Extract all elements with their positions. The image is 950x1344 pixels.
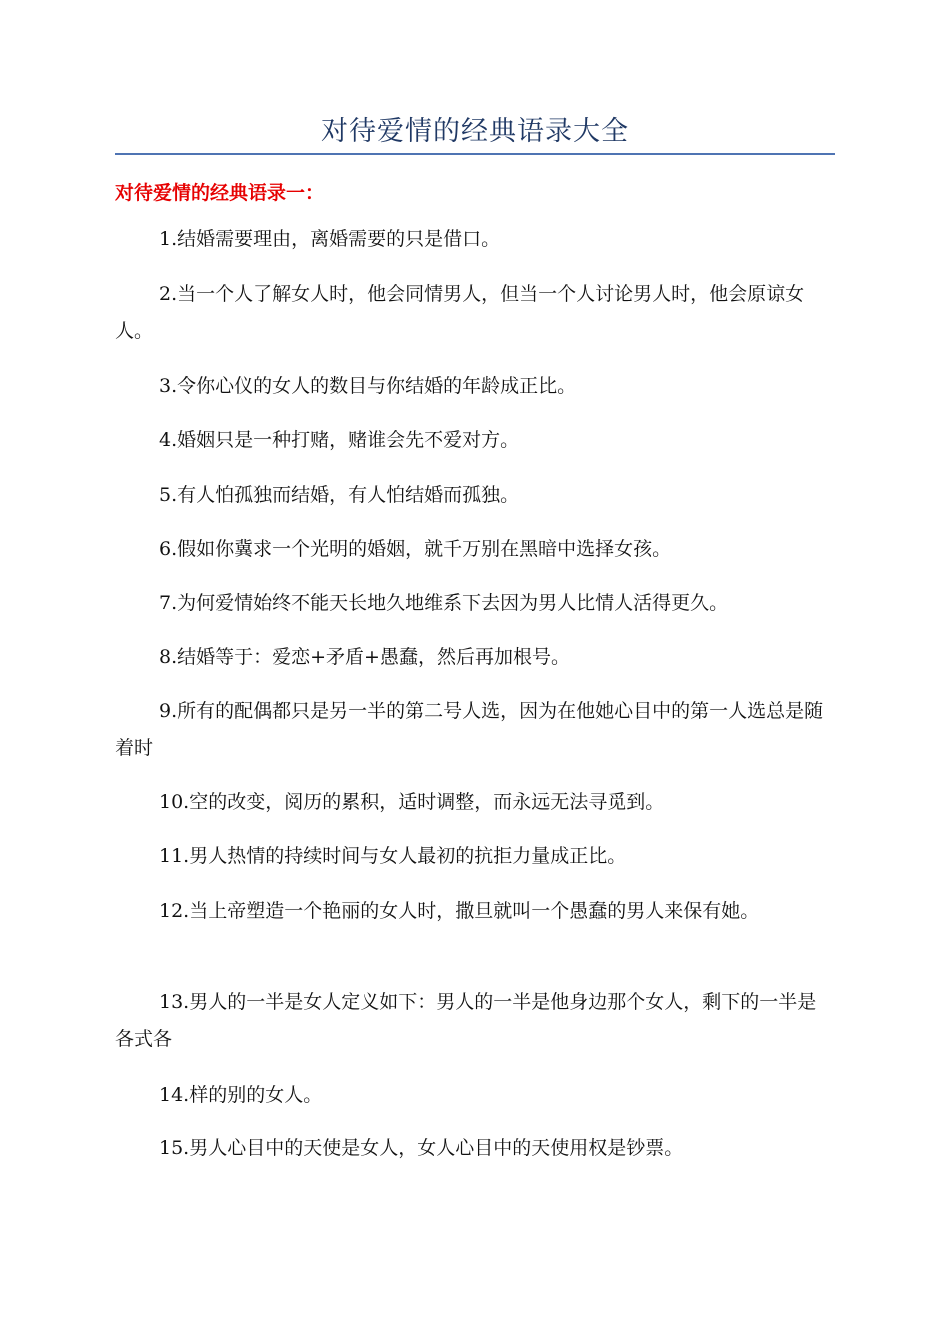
quote-4: 4.婚姻只是一种打赌，赌谁会先不爱对方。 bbox=[159, 429, 520, 451]
quote-12: 12.当上帝塑造一个艳丽的女人时，撒旦就叫一个愚蠢的男人来保有她。 bbox=[159, 900, 760, 922]
title-underline bbox=[115, 153, 835, 155]
quote-3: 3.令你心仪的女人的数目与你结婚的年龄成正比。 bbox=[159, 375, 577, 397]
quote-11: 11.男人热情的持续时间与女人最初的抗拒力量成正比。 bbox=[159, 845, 627, 867]
quote-5: 5.有人怕孤独而结婚，有人怕结婚而孤独。 bbox=[159, 484, 520, 506]
quote-1: 1.结婚需要理由，离婚需要的只是借口。 bbox=[159, 228, 501, 250]
quote-8: 8.结婚等于：爱恋+矛盾+愚蠢，然后再加根号。 bbox=[159, 646, 570, 668]
quote-2: 2.当一个人了解女人时，他会同情男人，但当一个人讨论男人时，他会原谅女人。 bbox=[115, 283, 805, 342]
quote-10: 10.空的改变，阅历的累积，适时调整，而永远无法寻觅到。 bbox=[159, 791, 665, 813]
quote-15: 15.男人心目中的天使是女人，女人心目中的天使用权是钞票。 bbox=[159, 1137, 684, 1159]
document-title: 对待爱情的经典语录大全 bbox=[321, 116, 629, 147]
quote-13: 13.男人的一半是女人定义如下：男人的一半是他身边那个女人，剩下的一半是各式各 bbox=[115, 991, 817, 1050]
quote-6: 6.假如你冀求一个光明的婚姻，就千万别在黑暗中选择女孩。 bbox=[159, 538, 672, 560]
quote-7: 7.为何爱情始终不能天长地久地维系下去因为男人比情人活得更久。 bbox=[159, 592, 729, 614]
quote-9: 9.所有的配偶都只是另一半的第二号人选，因为在他她心目中的第一人选总是随着时 bbox=[115, 700, 824, 759]
quote-14: 14.样的别的女人。 bbox=[159, 1084, 323, 1106]
section-heading: 对待爱情的经典语录一： bbox=[115, 182, 325, 204]
